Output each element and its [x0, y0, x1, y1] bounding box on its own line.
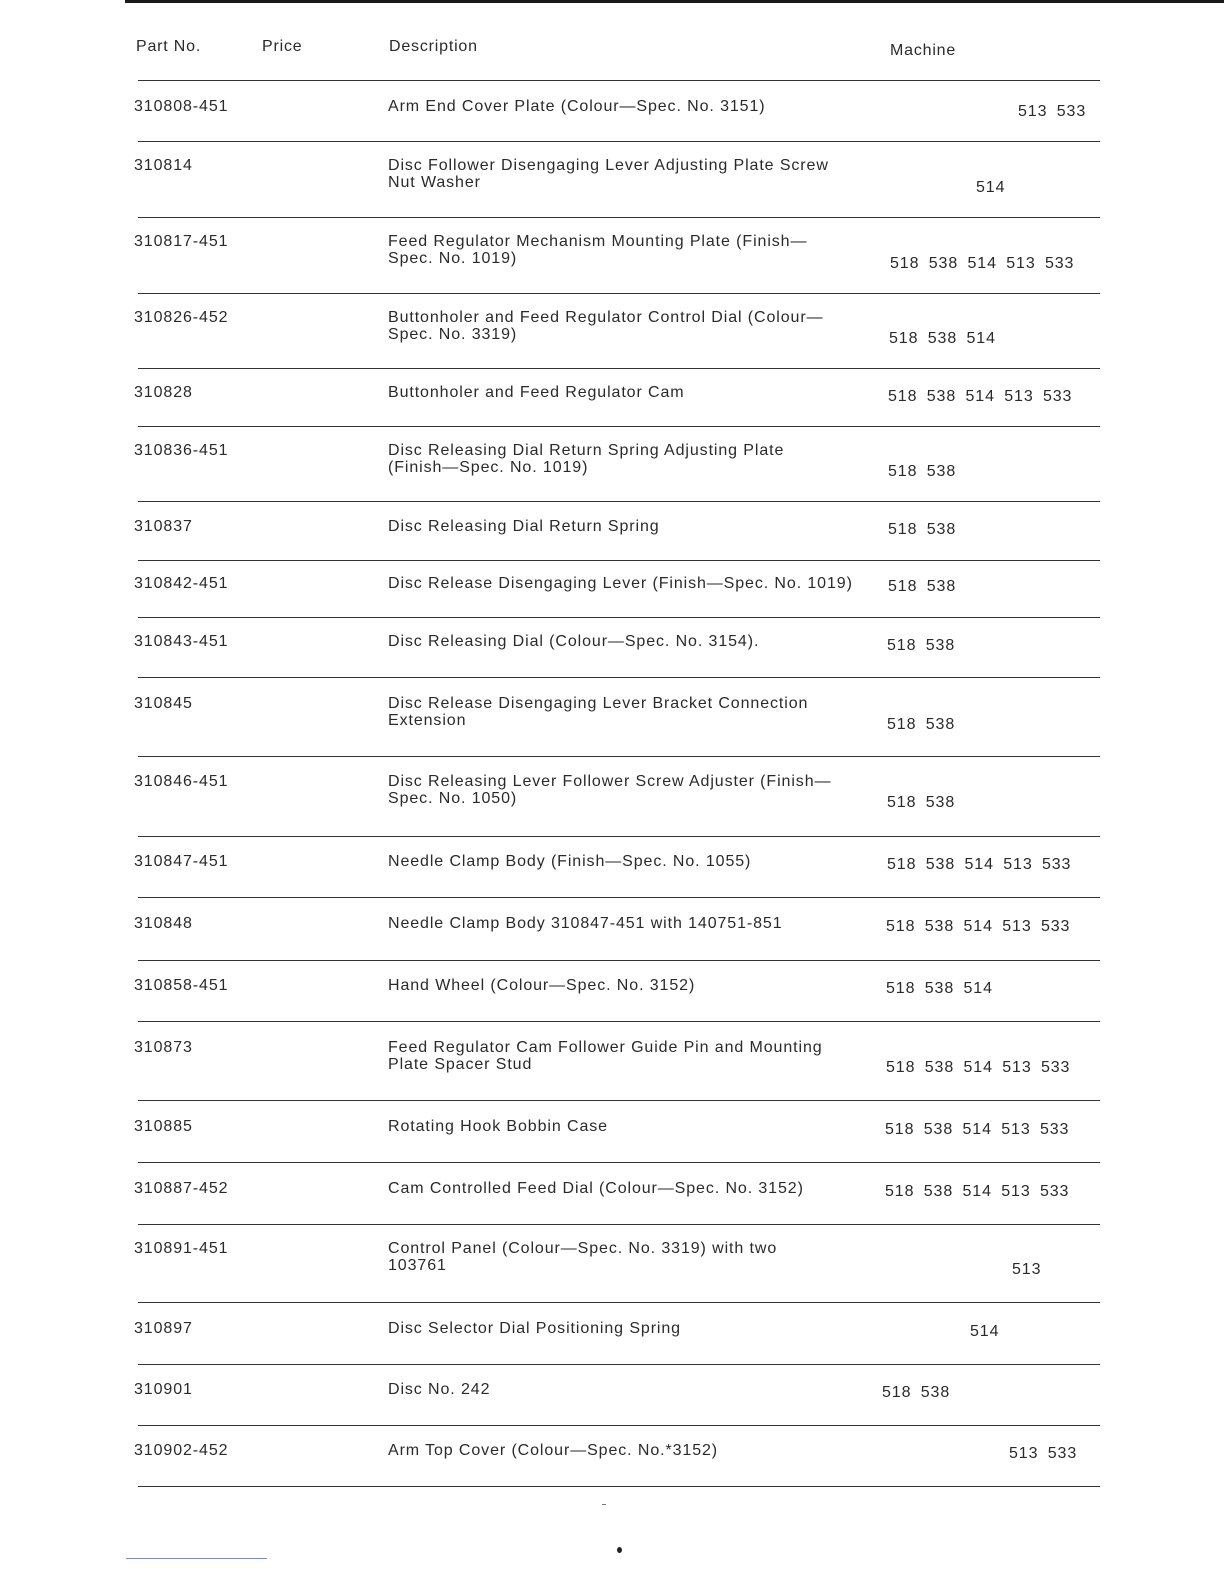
top-border — [125, 0, 1224, 3]
part-number: 310848 — [134, 915, 193, 932]
description-line: 103761 — [388, 1257, 447, 1274]
divider — [138, 960, 1100, 961]
divider — [138, 1224, 1100, 1225]
machine-numbers: 514 — [976, 179, 1006, 196]
description-line: Needle Clamp Body (Finish—Spec. No. 1055) — [388, 853, 752, 870]
description — [388, 1240, 868, 1274]
divider — [138, 80, 1100, 81]
divider — [138, 1425, 1100, 1426]
part-number: 310885 — [134, 1118, 193, 1135]
divider — [138, 293, 1100, 294]
description — [388, 1320, 868, 1337]
description — [388, 309, 868, 343]
part-number: 310858-451 — [134, 977, 229, 994]
divider — [138, 897, 1100, 898]
description-line: Arm End Cover Plate (Colour—Spec. No. 3151) — [388, 98, 766, 115]
part-number: 310887-452 — [134, 1180, 229, 1197]
machine-numbers: 518 538 — [888, 578, 957, 595]
description — [388, 773, 868, 807]
machine-numbers: 518 538 514 — [886, 980, 993, 997]
description-line: Disc Selector Dial Positioning Spring — [388, 1320, 681, 1337]
machine-numbers: 518 538 514 513 533 — [887, 856, 1072, 873]
description — [388, 157, 868, 191]
description-line: Needle Clamp Body 310847-451 with 140751-851 — [388, 915, 783, 932]
part-number: 310902-452 — [134, 1442, 229, 1459]
machine-numbers: 518 538 514 513 533 — [888, 388, 1073, 405]
description — [388, 233, 868, 267]
part-number: 310891-451 — [134, 1240, 229, 1257]
description — [388, 1381, 868, 1398]
machine-numbers: 518 538 514 513 533 — [890, 255, 1075, 272]
part-number: 310842-451 — [134, 575, 229, 592]
description-line: Disc Releasing Lever Follower Screw Adjuster (Finish— — [388, 773, 832, 790]
part-number: 310828 — [134, 384, 193, 401]
description-line: Rotating Hook Bobbin Case — [388, 1118, 608, 1135]
machine-numbers: 518 538 514 513 533 — [885, 1183, 1070, 1200]
page-mark — [602, 1504, 606, 1505]
column-header — [0, 38, 1224, 68]
description-line: Spec. No. 1050) — [388, 790, 518, 807]
description — [388, 518, 868, 535]
description — [388, 384, 868, 401]
description-line: Spec. No. 1019) — [388, 250, 518, 267]
description — [388, 1118, 868, 1135]
divider — [138, 756, 1100, 757]
divider — [138, 501, 1100, 502]
description — [388, 575, 888, 592]
machine-numbers: 518 538 — [887, 637, 956, 654]
description — [388, 853, 868, 870]
bottom-underline — [126, 1558, 267, 1559]
description — [388, 442, 868, 476]
description-line: Disc Release Disengaging Lever Bracket Connection — [388, 695, 809, 712]
divider — [138, 1021, 1100, 1022]
part-number: 310817-451 — [134, 233, 229, 250]
description — [388, 1180, 868, 1197]
description-line: Plate Spacer Stud — [388, 1056, 533, 1073]
description-line: Nut Washer — [388, 174, 481, 191]
divider — [138, 1100, 1100, 1101]
part-number: 310901 — [134, 1381, 193, 1398]
description — [388, 1442, 868, 1459]
description-line: Disc Releasing Dial (Colour—Spec. No. 3154). — [388, 633, 760, 650]
description-line: Disc No. 242 — [388, 1381, 491, 1398]
description-line: Spec. No. 3319) — [388, 326, 518, 343]
part-number: 310847-451 — [134, 853, 229, 870]
header-part-no: Part No. — [136, 38, 202, 55]
description-line: Arm Top Cover (Colour—Spec. No.*3152) — [388, 1442, 719, 1459]
part-number: 310843-451 — [134, 633, 229, 650]
machine-numbers: 518 538 514 513 533 — [886, 1059, 1071, 1076]
machine-numbers: 518 538 514 513 533 — [886, 918, 1071, 935]
description-line: Feed Regulator Mechanism Mounting Plate (Finish— — [388, 233, 808, 250]
description-line: Feed Regulator Cam Follower Guide Pin and Mounting — [388, 1039, 823, 1056]
divider — [138, 368, 1100, 369]
machine-numbers: 514 — [970, 1323, 1000, 1340]
description-line: Disc Release Disengaging Lever (Finish—Spec. No. 1019) — [388, 575, 853, 592]
description-line: Hand Wheel (Colour—Spec. No. 3152) — [388, 977, 696, 994]
divider — [138, 560, 1100, 561]
part-number: 310897 — [134, 1320, 193, 1337]
part-number: 310845 — [134, 695, 193, 712]
divider — [138, 617, 1100, 618]
description — [388, 915, 868, 932]
part-number: 310837 — [134, 518, 193, 535]
divider — [138, 141, 1100, 142]
divider — [138, 1302, 1100, 1303]
machine-numbers: 518 538 — [888, 463, 957, 480]
header-machine: Machine — [890, 42, 957, 59]
description-line: Buttonholer and Feed Regulator Cam — [388, 384, 685, 401]
description — [388, 977, 868, 994]
part-number: 310826-452 — [134, 309, 229, 326]
divider — [138, 1162, 1100, 1163]
machine-numbers: 518 538 — [887, 794, 956, 811]
part-number: 310846-451 — [134, 773, 229, 790]
divider — [138, 1486, 1100, 1487]
machine-numbers: 513 533 — [1018, 103, 1087, 120]
description-line: (Finish—Spec. No. 1019) — [388, 459, 589, 476]
divider — [138, 217, 1100, 218]
description-line: Control Panel (Colour—Spec. No. 3319) with two — [388, 1240, 778, 1257]
description — [388, 695, 868, 729]
machine-numbers: 518 538 — [888, 521, 957, 538]
machine-numbers: 518 538 — [882, 1384, 951, 1401]
description-line: Extension — [388, 712, 467, 729]
header-description: Description — [389, 38, 478, 55]
divider — [138, 677, 1100, 678]
description-line: Disc Follower Disengaging Lever Adjusting Plate Screw — [388, 157, 829, 174]
machine-numbers: 513 — [1012, 1261, 1042, 1278]
description — [388, 1039, 868, 1073]
part-number: 310808-451 — [134, 98, 229, 115]
description-line: Cam Controlled Feed Dial (Colour—Spec. No. 3152) — [388, 1180, 804, 1197]
machine-numbers: 518 538 514 513 533 — [885, 1121, 1070, 1138]
part-number: 310814 — [134, 157, 193, 174]
divider — [138, 836, 1100, 837]
description-line: Buttonholer and Feed Regulator Control Dial (Colour— — [388, 309, 824, 326]
machine-numbers: 518 538 514 — [889, 330, 996, 347]
description — [388, 98, 868, 115]
part-number: 310836-451 — [134, 442, 229, 459]
divider — [138, 426, 1100, 427]
divider — [138, 1364, 1100, 1365]
machine-numbers: 518 538 — [887, 716, 956, 733]
description-line: Disc Releasing Dial Return Spring Adjusting Plate — [388, 442, 785, 459]
machine-numbers: 513 533 — [1009, 1445, 1078, 1462]
header-price: Price — [262, 38, 303, 55]
description — [388, 633, 868, 650]
page-dot — [617, 1547, 622, 1553]
description-line: Disc Releasing Dial Return Spring — [388, 518, 660, 535]
part-number: 310873 — [134, 1039, 193, 1056]
